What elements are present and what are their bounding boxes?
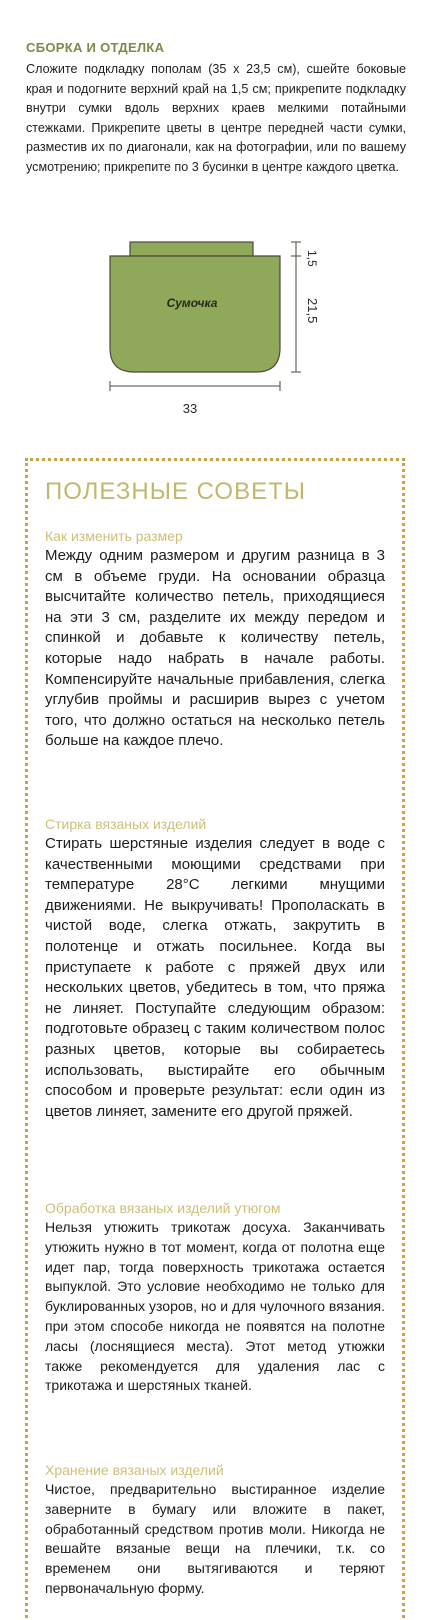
dim-top-label: 1,5 xyxy=(305,250,319,267)
dim-width-label: 33 xyxy=(182,401,198,416)
tip-text-size: Между одним размером и другим разница в 3 см в объеме груди. На основании образца высчитайте количество петель, приходящиеся на эти 3 см, разделите их между передом и спинкой и добавьте к количеству петель, которые надо набрать в начале работы. Компенсируйте начальные прибавления, слегка углубив проймы и расширив вырез с учетом того, что должно остаться на несколько петель больше на каждое плечо. xyxy=(45,547,385,750)
tip-text-washing: Стирать шерстяные изделия следует в воде с качественными моющими средствами при температуре 28°С легкими мнущими движениями. Не выкручивать! Прополаскать в чистой воде, слегка отжать, закрутить в полотенце и отжать посильнее. Когда вы приступаете к работе с пряжей двух или нескольких цветов, убедитесь в том, что пряжа не линяет. Поступайте следующим образом: подготовьте образец с таким количеством полос разных цветов, которые вы собираетесь использовать, выстирайте его обычным способом и проверьте результат: если один из цветов линяет, замените его другой пряжей. xyxy=(45,835,385,1120)
tip-heading-size: Как изменить размер xyxy=(45,528,183,544)
dim-height-label: 21,5 xyxy=(305,298,320,324)
tip-text-storage: Чистое, предварительно выстиранное изделие заверните в бумагу или вложите в пакет, обработанный средством против моли. Никогда не вешайте вязаные вещи на плечики, т.к. со временем они вытягиваются и теряют первоначальную форму. xyxy=(45,1481,385,1596)
assembly-title: СБОРКА И ОТДЕЛКА xyxy=(26,40,165,55)
bag-top-band xyxy=(130,242,253,256)
tip-heading-storage: Хранение вязаных изделий xyxy=(45,1462,224,1478)
tips-title: ПОЛЕЗНЫЕ СОВЕТЫ xyxy=(45,478,307,505)
tip-text-ironing: Нельзя утюжить трикотаж досуха. Заканчивать утюжить нужно в тот момент, когда от полотна еще идет пар, тогда поверхность трикотажа остается выпуклой. Это условие необходимо не только для буклированных узоров, но и для чулочного вязания. при этом способе никогда не появятся на полотне ласы (лоснящиеся места). Этот метод утюжки также рекомендуется для удаления лас с трикотажа и шерстяных тканей. xyxy=(45,1219,385,1394)
tip-heading-washing: Стирка вязаных изделий xyxy=(45,816,207,832)
tip-heading-ironing: Обработка вязаных изделий утюгом xyxy=(45,1200,281,1216)
bag-label: Сумочка xyxy=(166,296,218,310)
bag-diagram xyxy=(100,240,340,435)
bag-diagram-svg xyxy=(100,240,340,430)
bag-body xyxy=(110,256,280,372)
assembly-text: Сложите подкладку пополам (35 х 23,5 см), сшейте боковые края и подогните верхний край на 1,5 см; прикрепите подкладку внутри сумки вдоль верхних краев мелкими потайными стежками. Прикрепите цветы в центре передней части сумки, разместив их по диагонали, как на фотографии, или по вашему усмотрению; прикрепите по 3 бусинки в центре каждого цветка. xyxy=(26,62,406,174)
